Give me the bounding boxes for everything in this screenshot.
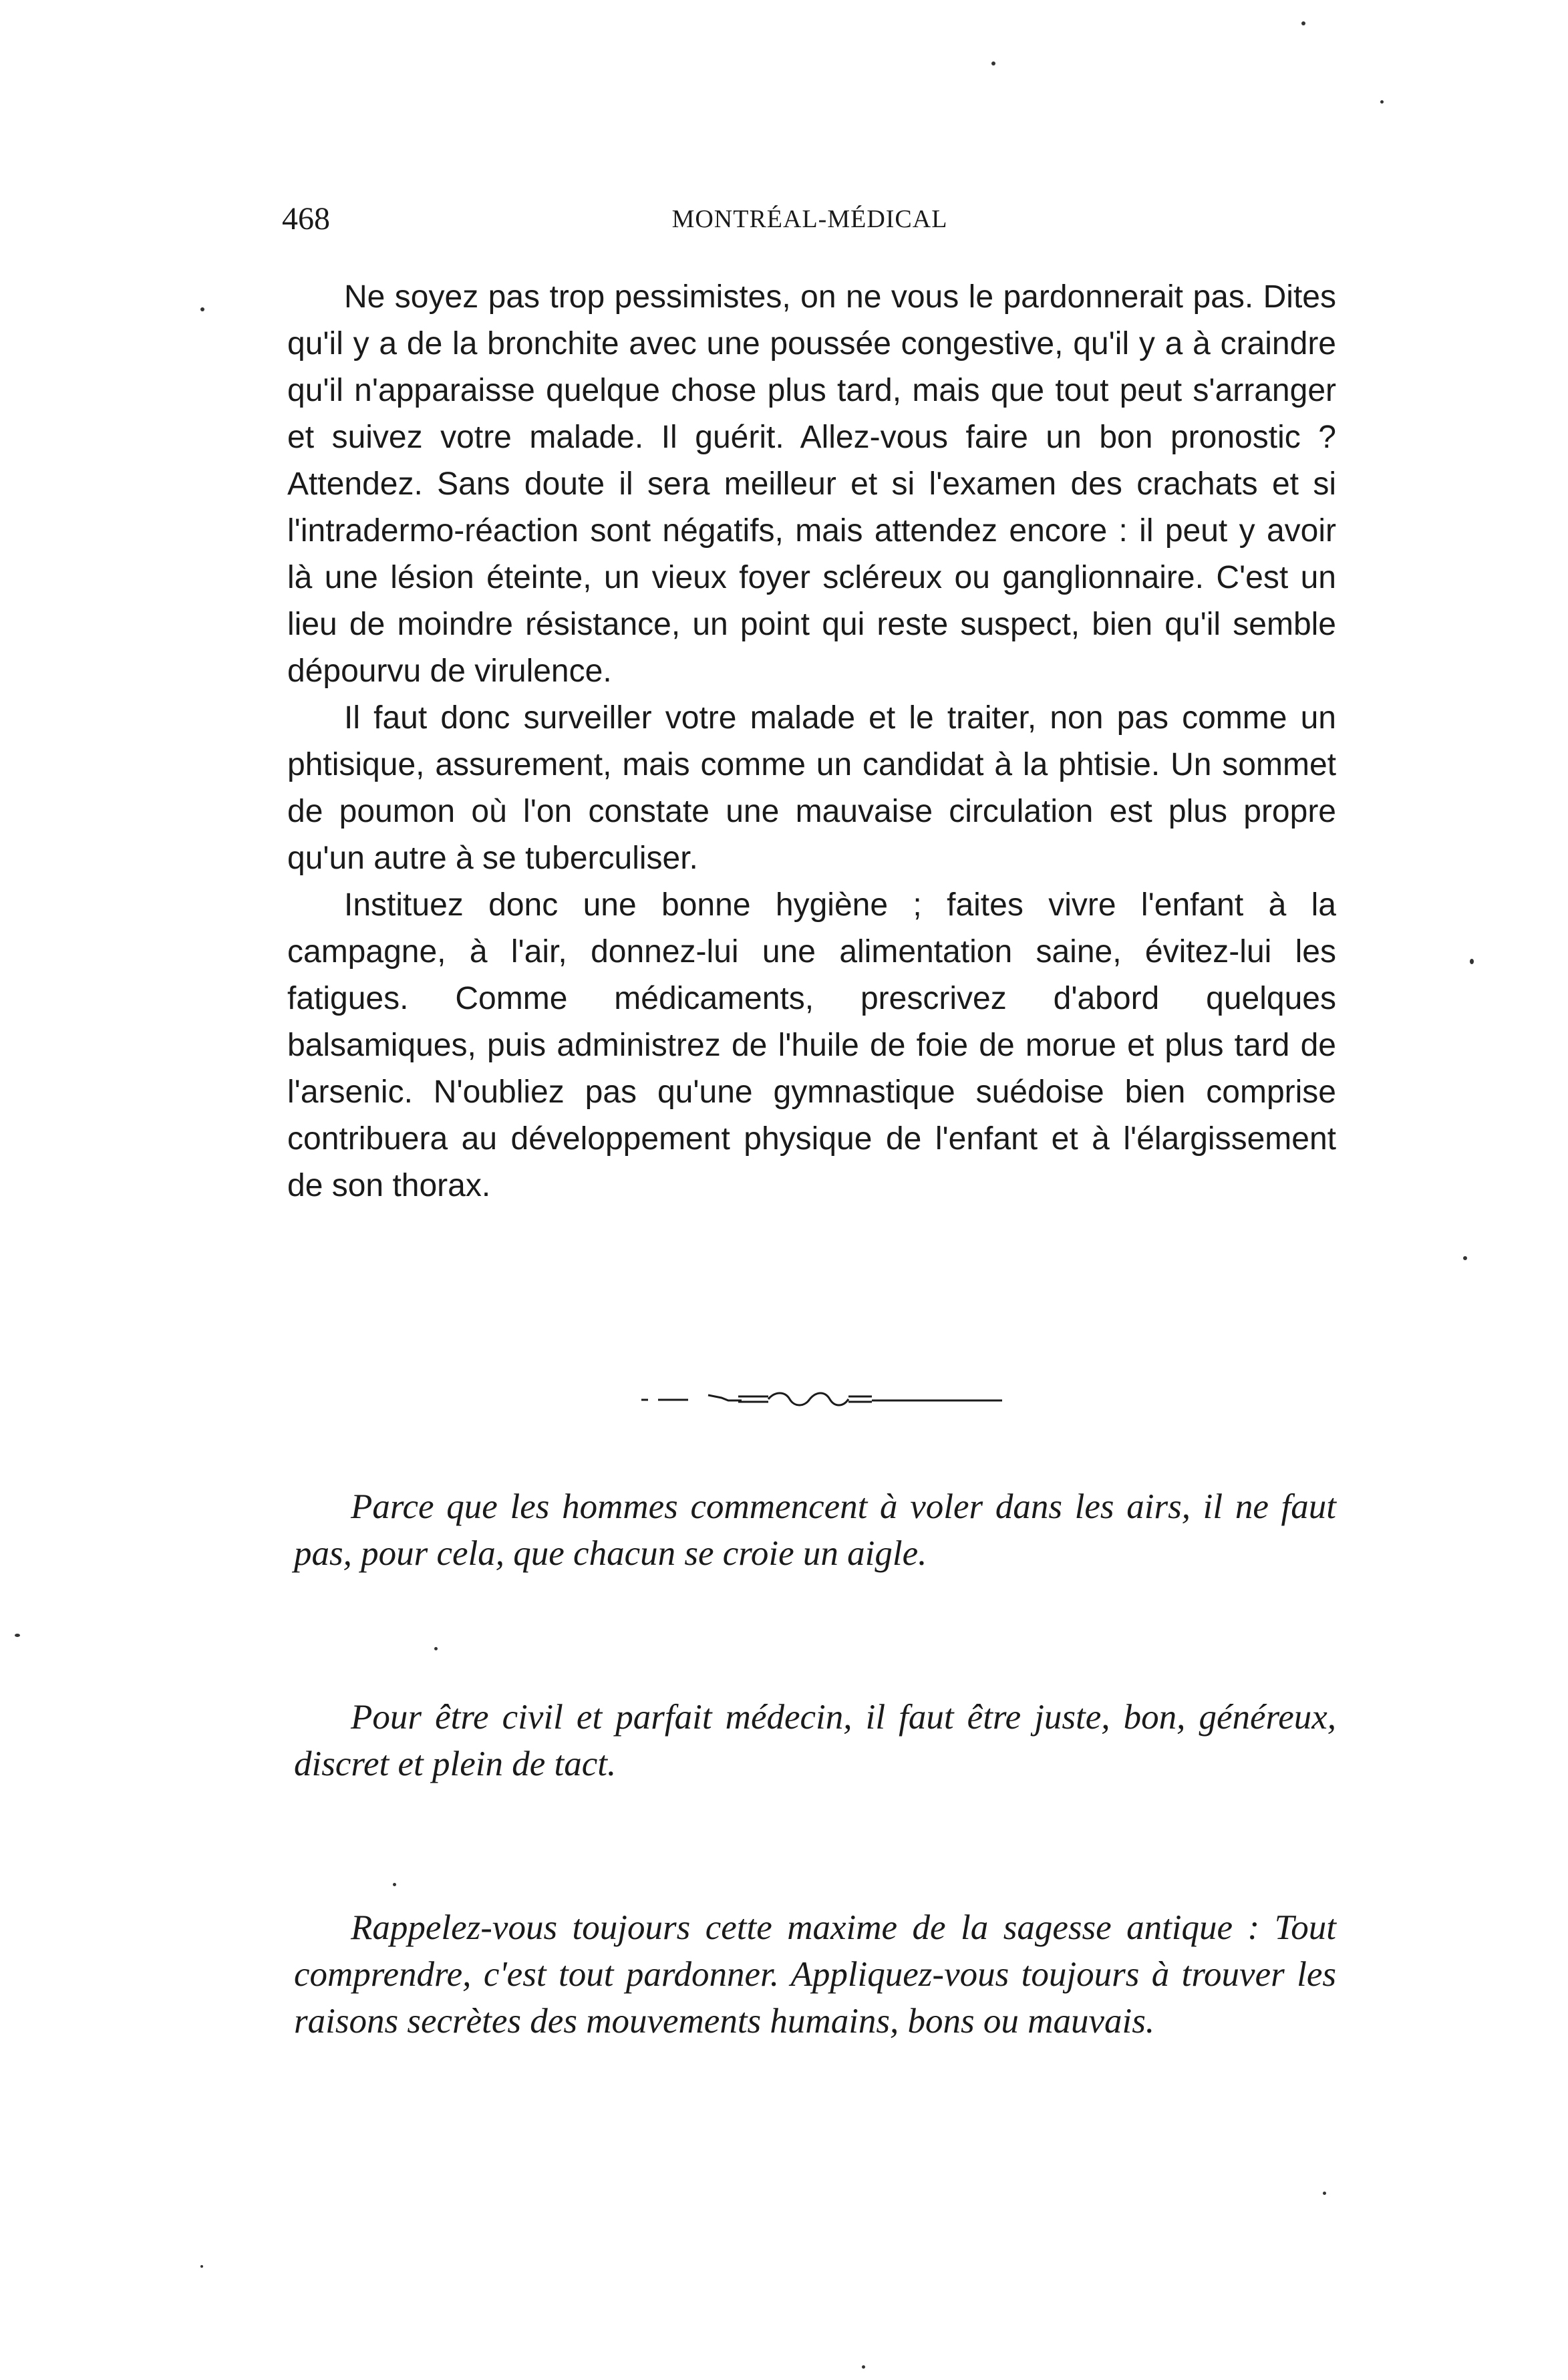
maxim: Rappelez-vous toujours cette maxime de la sagesse antique : Tout comprendre, c'est tout pardonner. Appliquez-vous toujours à trouver les raisons secrètes des mouvements humains, bons ou mauvais. (294, 1908, 1336, 2041)
scan-speck (393, 1883, 396, 1886)
scan-speck (1470, 959, 1474, 964)
scan-speck (15, 1634, 20, 1637)
scan-speck (200, 2265, 203, 2268)
scan-speck (1323, 2192, 1326, 2195)
scan-speck (434, 1647, 438, 1650)
maxim: Parce que les hommes commencent à voler dans les airs, il ne faut pas, pour cela, que chacun se croie un aigle. (294, 1487, 1336, 1573)
running-title: MONTRÉAL-MÉDICAL (671, 205, 948, 233)
page-number: 468 (282, 201, 330, 237)
paragraph: Ne soyez pas trop pessimistes, on ne vous le pardonnerait pas. Dites qu'il y a de la bronchite avec une poussée congestive, qu'il y a à craindre qu'il n'apparaisse quelque chose plus tard, mais que tout peut s'arranger et suivez votre malade. Il guérit. Allez-vous faire un bon pronostic ? Attendez. Sans doute il sera meilleur et si l'examen des crachats et si l'intradermo-réaction sont négatifs, mais attendez encore : il peut y avoir là une lésion éteinte, un vieux foyer scléreux ou ganglionnaire. C'est un lieu de moindre résistance, un point qui reste suspect, bien qu'il semble dépourvu de virulence. (287, 279, 1336, 689)
page-header (282, 200, 1338, 241)
section-divider-ornament (641, 1376, 1002, 1417)
paragraph: Il faut donc surveiller votre malade et le traiter, non pas comme un phtisique, assurement, mais comme un candidat à la phtisie. Un sommet de poumon où l'on constate une mauvaise circulation est plus propre qu'un autre à se tuberculiser. (287, 700, 1336, 876)
maxim: Pour être civil et parfait médecin, il faut être juste, bon, généreux, discret et plein de tact. (294, 1698, 1336, 1783)
article-body (287, 274, 1336, 1209)
scan-speck (862, 2365, 865, 2369)
scan-speck (200, 307, 204, 311)
scan-speck (1463, 1256, 1467, 1260)
paragraph: Instituez donc une bonne hygiène ; faites vivre l'enfant à la campagne, à l'air, donnez-lui une alimentation saine, évitez-lui les fatigues. Comme médicaments, prescrivez d'abord quelques balsamiques, puis administrez de l'huile de foie de morue et plus tard de l'arsenic. N'oubliez pas qu'une gymnastique suédoise bien comprise contribuera au développement physique de l'enfant et à l'élargissement de son thorax. (287, 887, 1336, 1203)
scan-speck (1301, 21, 1305, 25)
scan-speck (1380, 100, 1384, 104)
maxims-section (294, 1483, 1336, 2045)
scan-speck (991, 61, 995, 65)
